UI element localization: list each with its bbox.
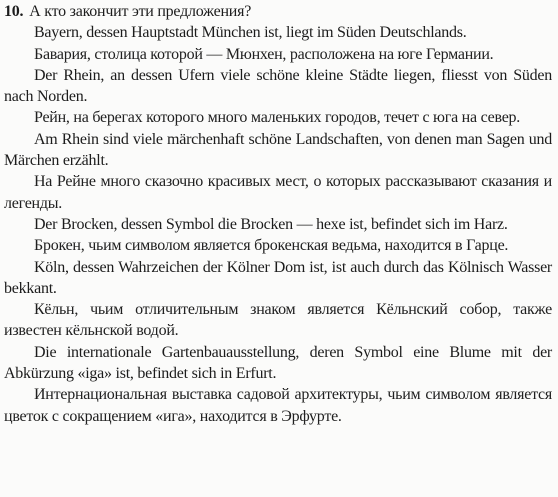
paragraph-german-1: Bayern, dessen Hauptstadt München ist, liegt im Süden Deutschlands. [34,24,467,42]
paragraph-russian-5: Кёльн, чьим отличительным знаком является Кёльнский собор, также известен кёльнской водой. [4,301,552,340]
paragraph-russian-1: Бавария, столица которой — Мюнхен, расположена на юге Германии. [34,45,494,63]
paragraph-german-6: Die internationale Gartenbauausstellung, deren Symbol eine Blume mit der Abkürzung «iga» ist, befindet sich in Erfurt. [4,343,552,383]
paragraph-russian-6: Интернациональная выставка садовой архитектуры, чьим символом является цветок с сокращением «ига», находится в Эрфурте. [4,386,552,425]
exercise-question: А кто закончит эти предложения? [29,3,252,20]
paragraph-german-5: Köln, dessen Wahrzeichen der Kölner Dom ist, ist auch durch das Kölnisch Wasser bekkant. [4,258,552,297]
paragraph-german-3: Am Rhein sind viele märchenhaft schöne Landschaften, von denen man Sagen und Märchen erzählt. [4,130,552,170]
exercise-heading [4,1,552,22]
paragraph-russian-3: На Рейне много сказочно красивых мест, о которых рассказывают сказания и легенды. [4,173,552,212]
paragraph-russian-2: Рейн, на берегах которого много маленьких городов, течет с юга на север. [34,109,521,127]
exercise-block [4,1,552,427]
exercise-number: 10. [4,3,24,20]
paragraph-russian-4: Брокен, чьим символом является брокенская ведьма, находится в Гарце. [34,237,509,255]
paragraph-german-4: Der Brocken, dessen Symbol die Brocken — hexe ist, befindet sich im Harz. [34,215,508,233]
paragraph-german-2: Der Rhein, an dessen Ufern viele schöne kleine Städte liegen, fliesst von Süden nach Norden. [4,66,552,106]
